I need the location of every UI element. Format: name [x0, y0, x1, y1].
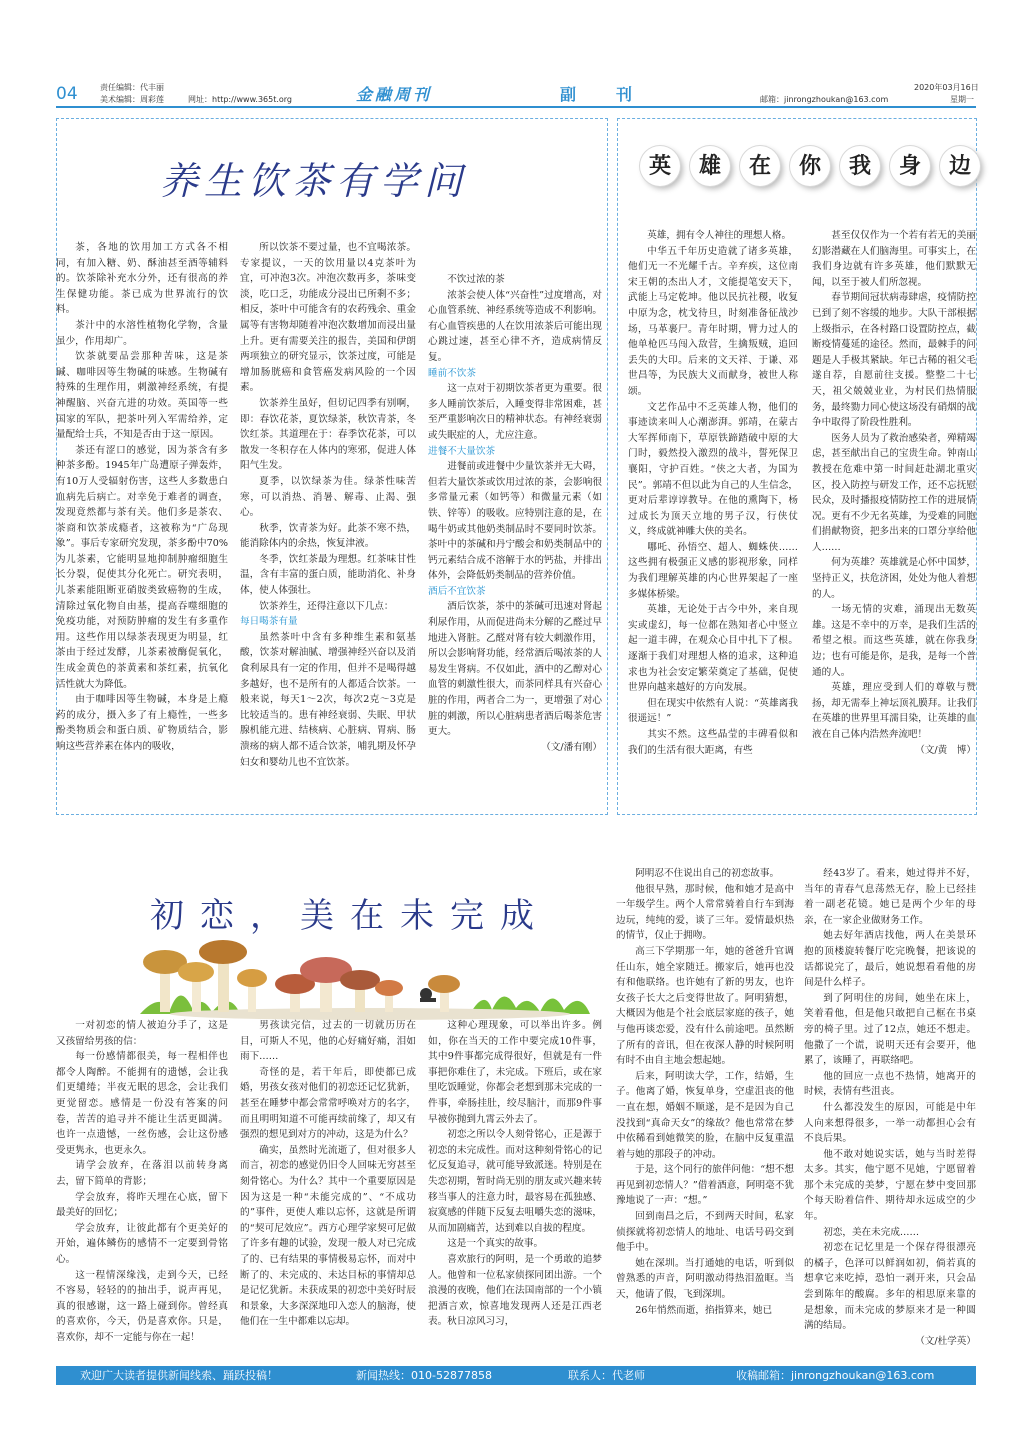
- paragraph: 茶，各地的饮用加工方式各不相同，有加入糖、奶、酥油甚至酒等辅料的。饮茶除补充水分外，还有很高的养生保健功能。茶已成为世界流行的饮料。: [56, 242, 228, 316]
- paragraph: 他不敢对她说实话，她与当时差得太多。其实，他宁愿不见她，宁愿留着那个未完成的美梦，宁愿在梦中变回那个每天盼着信件、期待却永远成空的少年。: [804, 1148, 976, 1223]
- hero-title-char: 边: [940, 146, 980, 186]
- paragraph: 中华五千年历史造就了诸多英雄，他们无一不光耀千古。辛弃疾，这位南宋王朝的杰出人才，文能提笔安天下，武能上马定乾坤。他以民抗社稷，收复中原为念，枕戈待旦，时刻准备征战沙场，马革裹尸。青年时期，臂力过人的他单枪匹马闯入敌营，生擒叛贼，追回丢失的大印。后来的文天祥、于谦、邓世昌等，为民族大义而献身，被世人称颂。: [628, 245, 798, 397]
- paragraph: 但在现实中依然有人说：“英雄离我很遥远！”: [628, 697, 798, 725]
- tea-article-title: 养生饮茶有学问: [160, 159, 469, 203]
- paragraph: 喜欢旅行的阿明，是一个勇敢的追梦人。他曾和一位私家侦探同团出游。一个浪漫的夜晚，他们在法国南部的一个小镇把酒言欢，惊喜地发现两人还是江西老表。秋日凉风习习，: [428, 1253, 602, 1328]
- footer-contact: 联系人：代老师: [568, 1369, 645, 1382]
- paragraph: 这种心理现象，可以举出许多。例如，你在当天的工作中要完成10件事，其中9件事都完成得很好，但就是有一件事把你难住了，未完成。下班后，或在家里吃饭睡觉，你都会老想到那未完成的一件事，牵肠挂肚，绞尽脑汁，而那9件事早被你抛到九霄云外去了。: [428, 1020, 602, 1125]
- love-column-1: [56, 1018, 228, 1360]
- paragraph: 不饮过浓的茶: [447, 274, 505, 285]
- subheading: 每日喝茶有量: [240, 616, 298, 628]
- paragraph: 所以饮茶不要过量，也不宜喝浓茶。专家提议，一天的饮用量以4克茶叶为宜，可冲泡3次。冲泡次数再多，茶味变淡，吃口乏，功能成分浸出已所剩不多；相反，茶叶中可能含有的农药残余、重金属等有害物却随着冲泡次数增加而浸出量上升。更有需要关注的报告，美国和伊朗两项独立的研究显示，饮茶过度，可能是增加肠胱癌和食管癌发病风险的一个因素。: [240, 242, 416, 394]
- footer-email[interactable]: 收稿邮箱：jinrongzhoukan@163.com: [736, 1369, 935, 1382]
- paragraph: 浓茶会使人体“兴奋性”过度增高，对心血管系统、神经系统等造成不利影响。有心血管疾患的人在饮用浓茶后可能出现心跳过速，甚至心律不齐，造成病情反复。: [428, 289, 602, 363]
- paragraph: 一对初恋的情人被迫分手了，这是又孩留给男孩的信：: [56, 1020, 228, 1047]
- paragraph: 一场无情的灾难，涌现出无数英雄。这是不幸中的万幸，是我们生活的希望之根。而这些英雄，就在你我身边；也有可能是你，是我，是每一个普通的人。: [812, 604, 976, 678]
- paragraph: 26年悄然而逝，掐指算来，她已: [635, 1304, 773, 1316]
- page-number: 04: [56, 84, 78, 104]
- tea-column-2: [240, 240, 416, 810]
- paragraph: 何为英雄？英雄就是心怀中国梦，坚持正义，扶危济困，处处为他人着想的人。: [812, 557, 976, 600]
- header-weekday: 星期一: [950, 95, 974, 104]
- mushroom-illustration: [140, 922, 616, 1020]
- paragraph: 虽然茶叶中含有多种维生素和氨基酸，饮茶对解油腻、增强神经兴奋以及消食利尿具有一定的作用，但并不是喝得越多越好，也不是所有的人都适合饮茶。一般来说，每天1～2次，每次2克～3克是比较适当的。患有神经衰弱、失眠、甲状腺机能亢进、结核病、心脏病、胃病、肠溃疡的病人都不适合饮茶，哺乳期及怀孕妇女和婴幼儿也不宜饮茶。: [240, 631, 416, 768]
- paragraph: 医务人员为了救治感染者，殚精竭虑，甚至献出自己的宝贵生命。钟南山教授在危难中第一时间赶赴湖北重灾区，投入防控与研发工作，还不忘抚慰民众，及时播报疫情防控工作的进展情况。更有不少无名英雄，为受难的同胞们捐献物资，把多出来的口罩分享给他人……: [812, 432, 976, 553]
- subheading: 酒后不宜饮茶: [428, 585, 486, 597]
- paragraph: 确实，虽然时光流逝了，但对很多人而言，初恋的感觉仍旧令人回味无穷甚至刻骨铭心。为什么？其中一个重要原因是因为这是一种“未能完成的”、“不成功的”事件，更使人难以忘怀，这就是所谓的“契可尼效应”。西方心理学家契可尼做了许多有趣的试验，发现一般人对已完成了的、已有结果的事情极易忘怀，而对中断了的、未完成的、未达目标的事情却总是记忆犹新。未获成果的初恋中美好时辰和景象，大多深深地印入恋人的脑海，使他们在一生中都难以忘却。: [240, 1144, 416, 1328]
- love-column-4: [616, 866, 794, 1360]
- hero-title-char: 我: [840, 146, 880, 186]
- paragraph: 到了阿明住的房间，她坐在床上，笑着看他，但是他只敢把自己框在书桌旁的椅子里。过了12点，她还不想走。他撒了一个谎，说明天还有会要开，他累了，该睡了，再联络吧。: [804, 992, 976, 1067]
- paragraph: 后来，阿明读大学，工作，结婚，生子。他离了婚，恢复单身，空虚沮丧的他一直在想，婚姻不顺遂，是不是因为自己没找到“真命天女”的缘故？他也常常在梦中依稀看到她微笑的脸，在脑中反复重温着与她的那段子的冲动。: [616, 1070, 794, 1160]
- paragraph: 由于咖啡因等生物碱，本身是上瘾药的成分，摄入多了有上瘾性，一些多酚类物质会和蛋白质、矿物质结合，影响这些营养素在体内的吸收，: [56, 694, 228, 752]
- paragraph: 其实不然。这些晶莹的丰碑看似和我们的生活有很大距离，有些: [628, 729, 798, 756]
- paragraph: 饮茶就要品尝那种苦味，这是茶碱、咖啡因等生物碱的味感。生物碱有特殊的生理作用，刺激神经系统，有提神醒脑、兴奋亢进的功效。英国等一些国家的军队，把茶叶列入军需给养，定量配给士兵，不知是否由于这一原因。: [56, 351, 228, 441]
- hero-title-char: 英: [640, 146, 680, 186]
- paragraph: 初恋，美在未完成……: [823, 1226, 920, 1238]
- paragraph: 进餐前或进餐中少量饮茶并无大碍，但若大量饮茶或饮用过浓的茶，会影响很多常量元素（如钙等）和微量元素（如铁、锌等）的吸收。应特别注意的是，在喝牛奶或其他奶类制品时不要同时饮茶。茶叶中的茶碱和丹宁酸会和奶类制品中的钙元素结合成不溶解于水的钙盐，并排出体外，会降低奶类制品的营养价值。: [428, 461, 602, 582]
- paragraph: 英雄，拥有令人神往的理想人格。: [647, 230, 792, 241]
- editor-credit: 责任编辑：代丰丽: [100, 83, 164, 92]
- footer-bar: [56, 1366, 976, 1385]
- paragraph: 学会放弃，让彼此都有个更美好的开始，遍体鳞伤的感情不一定要到骨铭心。: [56, 1222, 228, 1265]
- love-column-2: [240, 1018, 416, 1360]
- paragraph: 甚至仅仅作为一个若有若无的美丽幻影潜藏在人们脑海里。可事实上，在我们身边就有许多英雄，他们默默无闻，以至于被人们所忽视。: [812, 230, 976, 288]
- hero-title-char: 你: [790, 146, 830, 186]
- hero-article-title: [640, 146, 990, 186]
- byline: （文/潘有刚）: [541, 741, 602, 753]
- hero-title-char: 在: [740, 146, 780, 186]
- paragraph: 初恋在记忆里是一个保存得很漂亮的橘子，色泽可以鲜润如初，倘若真的想拿它来吃掉，恐怕一剥开来，只会品尝到陈年的酸腐。多年的相思原来靠的是想象，而未完成的梦原来才是一种圆满的结局。: [804, 1242, 976, 1332]
- paragraph: 于是，这个同行的旅伴问他：“想不想再见到初恋情人？”借着酒意，阿明毫不犹豫地说了一声：“想。”: [616, 1164, 794, 1207]
- hero-title-char: 身: [890, 146, 930, 186]
- subheading: 进餐不大量饮茶: [428, 445, 496, 457]
- paragraph: 回到南昌之后，不到两天时间，私家侦探就将初恋情人的地址、电话号码交到他手中。: [616, 1211, 794, 1254]
- paragraph: 英雄，无论处于古今中外，来自现实或虚幻，每一位都在熟知者心中竖立起一道丰碑，在观众心目中扎下了根。逐渐于我们对理想人格的追求，这种追求也为社会安定繁荣奠定了基础，促使世界向越来越好的方向发展。: [628, 604, 798, 694]
- paragraph: 男孩读完信，过去的一切就历历在目，可斯人不见，他的心好痛好痛，泪如雨下……: [240, 1020, 416, 1063]
- paragraph: 她去好年酒店找他，两人在美景环抱的顶楼旋转餐厅吃完晚餐，把该说的话都说完了，最后，她说想看看他的房间是什么样子。: [804, 930, 976, 989]
- paragraph: 这是一个真实的故事。: [447, 1238, 544, 1250]
- paragraph: 高三下学期那一年，她的爸爸升官调任山东，她全家随迁。搬家后，她再也没有和他联络。也许她有了新的男友，也许女孩子长大之后变得世故了。阿明猜想，大概因为他是个社会底层家庭的孩子，她与他再谈恋爱，没有什么前途吧。虽然断了所有的音讯，但在夜深人静的时候阿明有时不由自主地会想起她。: [616, 945, 794, 1067]
- paragraph: 英雄，理应受到人们的尊敬与赞扬，却无需奉上神坛顶礼膜拜。让我们在英雄的世界里耳濡目染，让英雄的血液在自己体内浩然奔流吧！: [812, 682, 976, 740]
- tea-column-3: [428, 272, 602, 810]
- subheading: 睡前不饮茶: [428, 367, 476, 379]
- paragraph: 学会放弃，将昨天埋在心底，留下最美好的回忆；: [56, 1191, 228, 1219]
- paragraph: 阿明忍不住说出自己的初恋故事。: [635, 868, 780, 879]
- hero-column-1: [628, 228, 798, 810]
- header-email: 邮箱：jinrongzhoukan@163.com: [760, 95, 889, 104]
- masthead-title: 金融周刊: [356, 85, 433, 104]
- paragraph: 哪吒、孙悟空、超人、蜘蛛侠……这些拥有极强正义感的影视形象，同样为我们理解英雄的内心世界架起了一座多媒体桥梁。: [628, 541, 798, 600]
- paragraph: 他很早熟，那时候，他和她才是高中一年级学生。两个人常常骑着自行车到海边玩，纯纯的爱，谈了三年。爱情最炽热的情节，仅止于拥吻。: [616, 883, 794, 942]
- website-url: 网址：http://www.365t.org: [188, 95, 293, 104]
- paragraph: 经43岁了。看来，她过得并不好，当年的青春气息荡然无存，脸上已经挂着一副老花镜。她已是两个少年的母亲，在一家企业做财务工作。: [804, 868, 976, 926]
- paragraph: 饮茶养生，还得注意以下几点：: [259, 600, 394, 612]
- love-article-title: 初恋，美在未完成: [150, 896, 550, 936]
- paragraph: 她在深圳。当打通她的电话，听到似曾熟悉的声音，阿明激动得热泪盈眶。当天，他请了假，飞到深圳。: [616, 1257, 794, 1301]
- paragraph: 冬季，饮红茶最为理想。红茶味甘性温，含有丰富的蛋白质，能助消化、补身体，使人体强壮。: [240, 553, 416, 597]
- paragraph: 每一份感情都很美，每一程相伴也都令人陶醉。不能拥有的遗憾，会让我们更缱绻；半夜无眠的思念，会让我们更觉留恋。感情是一份没有答案的问卷，苦苦的追寻并不能让生活更圆满。也许一点遗憾，一丝伤感，会让这份感受更隽永，也更永久。: [56, 1051, 228, 1156]
- paragraph: 他的回应一点也不热情，她离开的时候，表情有些沮丧。: [804, 1070, 976, 1098]
- hero-column-2: [812, 228, 976, 810]
- paragraph: 初恋之所以令人刻骨铭心，正是源于初恋的未完成性。而对这种刻骨铭心的记忆反复追寻，就可能导致派迷。特别是在失恋初期，暂时尚无别的朋友或兴趣来转移当事人的注意力时，最容易在孤独感、寂寞感的伴随下反复去咀嚼失恋的滋味，从而加剧痛苦，达到难以自拔的程度。: [428, 1129, 602, 1234]
- header-rule: [56, 106, 976, 108]
- tea-column-1: [56, 240, 228, 810]
- paragraph: 饮茶养生虽好，但切记四季有别啊，即：春饮花茶，夏饮绿茶，秋饮青茶，冬饮红茶。其道理在于：春季饮花茶，可以散发一冬积存在人体内的寒邪，促进人体阳气生发。: [240, 397, 416, 472]
- footer-hotline: 新闻热线：010-52877858: [356, 1369, 492, 1382]
- paragraph: 奇怪的是，若干年后，即使都已成婚，男孩女孩对他们的初恋还记忆犹新，甚至在睡梦中都会常常呼唤对方的名字，而且明明知道不可能再续前缘了，却又有强烈的想见到对方的冲动，这是为什么？: [240, 1066, 416, 1141]
- paragraph: 这一点对于初期饮茶者更为重要。很多人睡前饮茶后，入睡变得非常困难，甚至严重影响次日的精神状态。有神经衰弱或失眠症的人，尤应注意。: [428, 383, 602, 441]
- byline: （文/杜学英）: [915, 1335, 976, 1347]
- paragraph: 酒后饮茶，茶中的茶碱可迅速对肾起利尿作用，从而促进尚未分解的乙醛过早地进入肾脏。乙醛对肾有较大刺激作用，所以会影响肾功能，经常酒后喝浓茶的人易发生肾病。不仅如此，酒中的乙醇对心血管的刺激性很大，而茶同样具有兴奋心脏的作用，两者合二为一，更增强了对心脏的刺激，所以心脏病患者酒后喝茶危害更大。: [428, 601, 602, 738]
- paragraph: 请学会放弃，在落泪以前转身离去，留下简单的背影；: [56, 1160, 228, 1187]
- paragraph: 什么都没发生的原因，可能是中年人向来想得很多，一举一动都担心会有不良后果。: [804, 1101, 976, 1145]
- paragraph: 春节期间冠状病毒肆虐，疫情防控已到了刻不容缓的地步。大队干部根据上级指示，在各村路口设置防控点，截断疫情蔓延的途径。然而，最棘手的问题是人手极其紧缺。年已古稀的祖父毛遂自荐，自愿前往支援。整整二十七天，祖父兢兢业业，为村民们热情服务，最终勠力同心使这场没有硝烟的战争中取得了阶段性胜利。: [812, 292, 976, 429]
- byline: （文/黄 博）: [915, 744, 976, 756]
- paragraph: 夏季，以饮绿茶为佳。绿茶性味苦寒，可以消热、消暑、解毒、止渴、强心。: [240, 475, 416, 519]
- paragraph: 秋季，饮青茶为好。此茶不寒不热，能消除体内的余热，恢复津液。: [240, 522, 416, 550]
- love-column-3: [428, 1018, 602, 1360]
- paragraph: 茶还有涩口的感觉，因为茶含有多种茶多酚。1945年广岛遭原子弹轰炸，有10万人受辐射伤害，这些人多数患白血病先后病亡。对幸免于难者的调查，发现竟然都与茶有关。他们多是茶农、茶商和饮茶成瘾者，这被称为“广岛现象”。事后专家研究发现，茶多酚中70%为儿茶素，它能明显地抑制肿瘤细胞生长分裂，促使其分化死亡。研究表明，儿茶素能阻断亚硝胺类致癌物的生成，清除过氧化物自由基，提高吞噬细胞的免疫功能，对预防肿瘤的发生有多重作用。这些作用以绿茶表现更为明显，红茶由于经过发酵，儿茶素被酶促氧化，生成金黄色的茶黄素和茶红素，抗氧化活性就大为降低。: [56, 444, 228, 690]
- paragraph: 这一程情深缘浅，走到今天，已经不容易，轻轻的的抽出手，说声再见，真的很感谢，这一路上碰到你。曾经真的喜欢你，今天，仍是喜欢你。只是，喜欢你，却不一定能与你在一起！: [56, 1269, 228, 1343]
- love-column-5: [804, 866, 976, 1360]
- footer-welcome: 欢迎广大读者提供新闻线索、踊跃投稿！: [80, 1369, 278, 1382]
- paragraph: 茶汁中的水溶性植物化学物，含量虽少，作用却广。: [56, 319, 228, 347]
- art-editor-credit: 美术编辑：周彩莲: [100, 95, 164, 104]
- paragraph: 文艺作品中不乏英雄人物，他们的事迹读来叫人心潮澎湃。郭靖，在蒙古大军挥师南下，草原铁蹄踏破中原的大门时，毅然投入激烈的战斗，誓死保卫襄阳，守护百姓。“侠之大者，为国为民”。郭靖不但以此为自己的人生信念，更对后辈谆谆教导。在他的熏陶下，杨过成长为顶天立地的男子汉，行侠仗义，终成就神雕大侠的美名。: [628, 401, 798, 538]
- section-title: 副 刊: [560, 85, 645, 104]
- hero-title-char: 雄: [690, 146, 730, 186]
- header-date: 2020年03月16日: [914, 83, 979, 92]
